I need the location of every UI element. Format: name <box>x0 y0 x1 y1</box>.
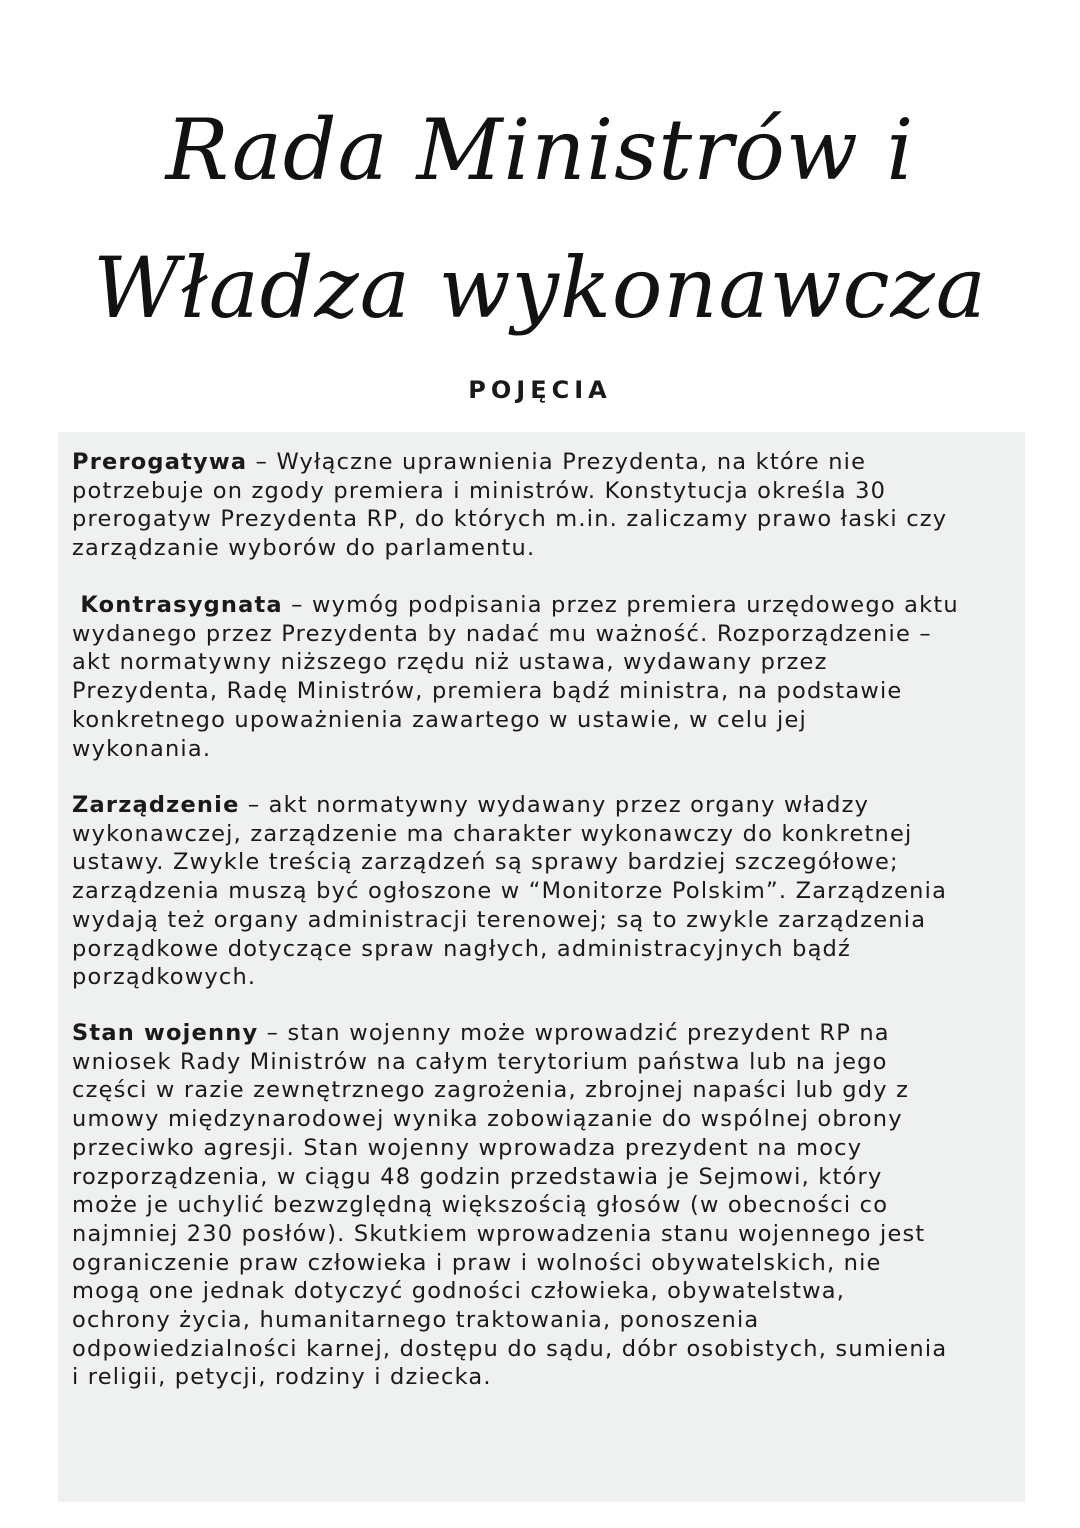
definition-zarzadzenie <box>72 791 1037 992</box>
definition-line: wniosek Rady Ministrów na całym terytorium państwa lub na jego <box>72 1048 888 1075</box>
definition-line: części w razie zewnętrznego zagrożenia, zbrojnej napaści lub gdy z <box>72 1077 910 1104</box>
definition-text: – akt normatywny wydawany przez organy władzy <box>239 792 870 818</box>
definition-line: najmniej 230 posłów). Skutkiem wprowadzenia stanu wojennego jest <box>72 1220 926 1247</box>
definition-first-line <box>72 591 1037 620</box>
definition-line: odpowiedzialności karnej, dostępu do sądu, dóbr osobistych, sumienia <box>72 1335 948 1362</box>
definition-line: ochrony życia, humanitarnego traktowania, ponoszenia <box>72 1307 760 1334</box>
page-title-line-1: Rada Ministrów i <box>165 101 915 199</box>
definition-line: Prezydenta, Radę Ministrów, premiera bądź ministra, na podstawie <box>72 678 903 705</box>
definition-line: umowy międzynarodowej wynika zobowiązanie do wspólnej obrony <box>72 1106 903 1133</box>
definition-text: – wymóg podpisania przez premiera urzędowego aktu <box>282 592 959 618</box>
definition-line: prerogatyw Prezydenta RP, do których m.in. zaliczamy prawo łaski czy <box>72 506 948 533</box>
definition-term: Stan wojenny <box>72 1020 259 1046</box>
definition-prerogatywa <box>72 448 1037 563</box>
definition-line: rozporządzenia, w ciągu 48 godzin przedstawia je Sejmowi, który <box>72 1163 883 1190</box>
definition-line: ograniczenie praw człowieka i praw i wolności obywatelskich, nie <box>72 1249 882 1276</box>
definition-line: potrzebuje on zgody premiera i ministrów. Konstytucja określa 30 <box>72 477 887 504</box>
definition-line: i religii, petycji, rodziny i dziecka. <box>72 1364 492 1391</box>
definition-line: mogą one jednak dotyczyć godności człowieka, obywatelstwa, <box>72 1278 846 1305</box>
page-title-line-2: Władza wykonawcza <box>93 239 987 337</box>
definition-term: Prerogatywa <box>72 449 248 475</box>
definition-text: – Wyłączne uprawnienia Prezydenta, na które nie <box>247 449 867 475</box>
definition-line: może je uchylić bezwzględną większością głosów (w obecności co <box>72 1192 889 1219</box>
definition-first-line <box>72 1019 1037 1048</box>
definition-term: Kontrasygnata <box>80 592 283 618</box>
definition-line: wykonania. <box>72 735 212 762</box>
definition-term: Zarządzenie <box>72 792 240 818</box>
definition-first-line <box>72 791 1037 820</box>
definition-stan-wojenny <box>72 1019 1037 1392</box>
definition-line: zarządzanie wyborów do parlamentu. <box>72 535 536 562</box>
definition-line: wydanego przez Prezydenta by nadać mu ważność. Rozporządzenie – <box>72 620 932 647</box>
definition-kontrasygnata <box>72 591 1037 763</box>
definition-line: akt normatywny niższego rzędu niż ustawa, wydawany przez <box>72 649 828 676</box>
definition-line: konkretnego upoważnienia zawartego w ustawie, w celu jej <box>72 706 807 733</box>
definition-first-line <box>72 448 1037 477</box>
definition-line: porządkowych. <box>72 964 257 991</box>
definition-line: ustawy. Zwykle treścią zarządzeń są sprawy bardziej szczegółowe; <box>72 849 899 876</box>
definition-line: porządkowe dotyczące spraw nagłych, administracyjnych bądź <box>72 935 852 962</box>
section-heading: POJĘCIA <box>468 376 612 404</box>
definition-line: zarządzenia muszą być ogłoszone w “Monitorze Polskim”. Zarządzenia <box>72 878 948 905</box>
definition-line: wykonawczej, zarządzenie ma charakter wykonawczy do konkretnej <box>72 820 913 847</box>
definition-text: – stan wojenny może wprowadzić prezydent RP na <box>258 1020 890 1046</box>
definition-line: przeciwko agresji. Stan wojenny wprowadza prezydent na mocy <box>72 1134 863 1161</box>
definition-line: wydają też organy administracji terenowej; są to zwykle zarządzenia <box>72 906 927 933</box>
